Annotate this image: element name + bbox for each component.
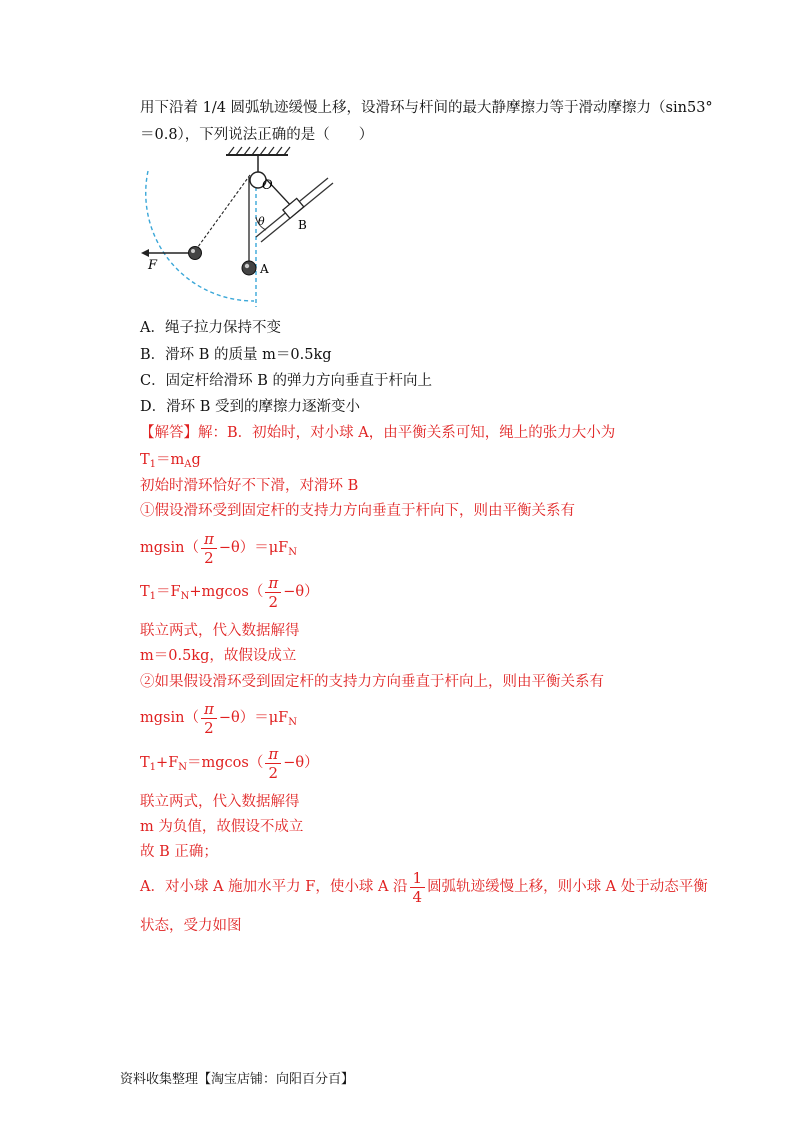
case2-line: ②如果假设滑环受到固定杆的支持力方向垂直于杆向上，则由平衡关系有 <box>140 674 604 690</box>
quarter-arc-path <box>146 171 254 301</box>
t1-equation: $T_1=m_Ag$ <box>140 452 201 470</box>
equation-2b: $T_1+F_N=mgcos$（ $\frac{\pi}{2}$ −θ） <box>140 744 319 782</box>
answer-intro-line <box>140 424 615 442</box>
pi-over-2-fraction: $\frac{\pi}{2}$ <box>265 746 281 781</box>
option-C: C．固定杆给滑环 B 的弹力方向垂直于杆向上 <box>140 373 432 389</box>
answer-intro: 解：B．初始时，对小球 A，由平衡关系可知，绳上的张力大小为 <box>198 425 616 441</box>
combine-line-2: 联立两式，代入数据解得 <box>140 794 300 810</box>
answer-tag: 【解答】 <box>140 425 198 441</box>
pi-over-2-fraction: $\frac{\pi}{2}$ <box>201 701 217 736</box>
combine-line-1: 联立两式，代入数据解得 <box>140 623 300 639</box>
option-A: A．绳子拉力保持不变 <box>140 320 281 336</box>
question-line-1: 用下沿着 1/4 圆弧轨迹缓慢上移，设滑环与杆间的最大静摩擦力等于滑动摩擦力（sin53° <box>140 100 713 116</box>
b-correct-line: 故 B 正确； <box>140 844 218 860</box>
case1-line: ①假设滑环受到固定杆的支持力方向垂直于杆向下，则由平衡关系有 <box>140 503 575 519</box>
equation-2a: mgsin（ $\frac{\pi}{2}$ $-\theta)=\mu F_N$ <box>140 699 297 737</box>
equation-1a: mgsin（ $\frac{\pi}{2}$ $-\theta)=\mu F_N$ <box>140 529 297 567</box>
label-F: F <box>148 258 158 273</box>
m-result-line: m＝0.5kg，故假设成立 <box>140 648 297 664</box>
a-analysis-line: A．对小球 A 施加水平力 F，使小球 A 沿 $\frac{1}{4}$ 圆弧轨迹缓慢上移，则小球 A 处于动态平衡 <box>140 868 708 906</box>
question-line-2: ＝0.8），下列说法正确的是（ ） <box>140 127 374 143</box>
ball-A <box>242 261 256 275</box>
ball-displaced <box>189 247 202 260</box>
m-negative-line: m 为负值，故假设不成立 <box>140 819 304 835</box>
ball-displaced-highlight <box>191 249 195 253</box>
equation-1b: $T_1=F_N+mgcos$（ $\frac{\pi}{2}$ −θ） <box>140 573 319 611</box>
ceiling-hatch <box>228 147 290 155</box>
pi-over-2-fraction: $\frac{\pi}{2}$ <box>265 575 281 610</box>
label-A: A <box>260 262 269 276</box>
a-analysis-line-2: 状态，受力如图 <box>140 918 242 934</box>
ball-A-highlight <box>245 264 249 268</box>
option-B: B．滑环 B 的质量 m＝0.5kg <box>140 347 332 363</box>
label-B: B <box>298 218 307 232</box>
start-state-line: 初始时滑环恰好不下滑，对滑环 B <box>140 478 359 494</box>
physics-diagram <box>138 145 348 310</box>
page-footer: 资料收集整理【淘宝店铺：向阳百分百】 <box>120 1072 355 1087</box>
arrow-head-icon <box>141 249 149 257</box>
label-O: O <box>262 178 273 193</box>
option-D: D．滑环 B 受到的摩擦力逐渐变小 <box>140 399 360 415</box>
pi-over-2-fraction: $\frac{\pi}{2}$ <box>201 531 217 566</box>
rope-to-ball <box>195 175 250 251</box>
one-quarter-fraction: $\frac{1}{4}$ <box>410 870 426 905</box>
label-theta: θ <box>258 215 265 228</box>
